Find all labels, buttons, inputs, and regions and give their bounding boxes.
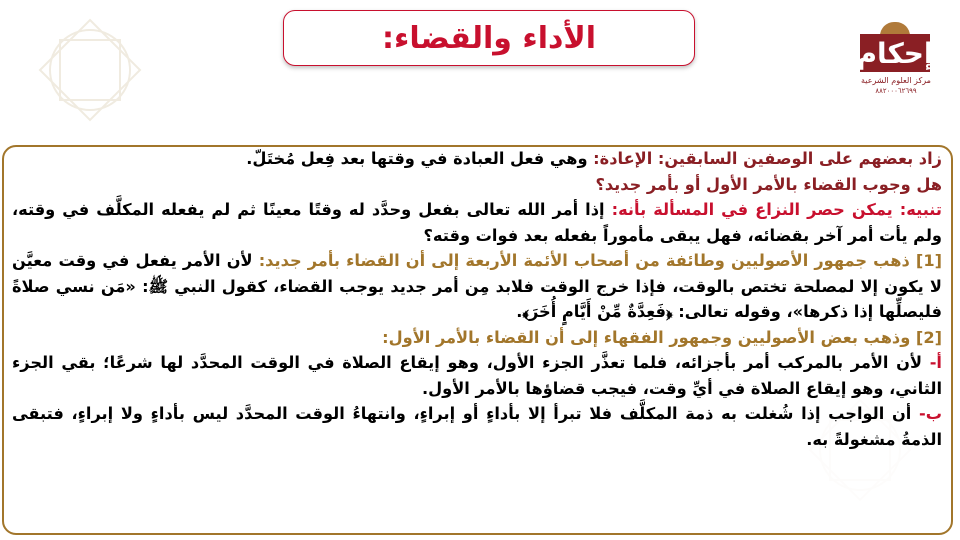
paragraph-label: ب- xyxy=(919,404,942,423)
paragraph-text: وهي فعل العبادة في وقتها بعد فِعل مُختَلّ. xyxy=(246,149,594,168)
paragraph-label: [1] ذهب جمهور الأصوليين وطائفة من أصحاب الأئمة الأربعة إلى أن القضاء بأمر جديد: xyxy=(258,251,942,270)
slide-title: الأداء والقضاء: xyxy=(381,20,597,56)
paragraph-point-a xyxy=(12,350,942,401)
paragraph-view-1 xyxy=(12,248,942,325)
content-text xyxy=(12,146,942,452)
paragraph-text: لأن الأمر بالمركب أمر بأجزائه، فلما تعذَّر الجزء الأول، وهو إيقاع الصلاة في الوقت المحدَّد لها شرعًا؛ بقي الجزء الثاني، وهو إيقاع الصلاة في أيِّ وقت، فيجب قضاؤها بالأمر الأول. xyxy=(12,353,942,398)
paragraph-text: أن الواجب إذا شُغلت به ذمة المكلَّف فلا تبرأ إلا بأداءٍ أو إبراءٍ، وانتهاءُ الوقت المحدَّد ليس بأداءٍ ولا إبراءٍ، فتبقى الذمةُ مشغولةً به. xyxy=(12,404,942,449)
logo-brand: إحكام xyxy=(860,34,930,72)
paragraph-question xyxy=(12,172,942,198)
paragraph-label: هل وجوب القضاء بالأمر الأول أو بأمر جديد؟ xyxy=(595,174,942,194)
paragraph-point-b xyxy=(12,401,942,452)
logo-subtitle: مركز العلوم الشرعية xyxy=(861,76,931,85)
paragraph-text: إذا أمر الله تعالى بفعل وحدَّد له وقتًا معينًا ثم لم يفعله المكلَّف في وقته، ولم يأت أمر آخر بقضائه، فهل يبقى مأموراً بفعله بعد فوات وقته؟ xyxy=(12,200,942,245)
paragraph-note xyxy=(12,197,942,248)
paragraph-label: زاد بعضهم على الوصفين السابقين: الإعادة: xyxy=(593,149,942,168)
paragraph-label: أ- xyxy=(929,353,942,372)
slide-title-box xyxy=(283,10,695,66)
paragraph-label: تنبيه: يمكن حصر النزاع في المسألة بأنه: xyxy=(611,200,942,219)
paragraph-view-2 xyxy=(12,325,942,351)
paragraph-label: [2] وذهب بعض الأصوليين وجمهور الفقهاء إلى أن القضاء بالأمر الأول: xyxy=(382,327,942,347)
brand-logo xyxy=(842,22,954,102)
paragraph-reiteration xyxy=(12,146,942,172)
paragraph-text: لأن الأمر يفعل في وقت معيَّن لا يكون إلا لمصلحة تختص بالوقت، فإذا خرج الوقت فلابد مِن أمر جديد يوجب القضاء، كقول النبي ﷺ: «مَن نسي صلاةً فليصلِّها إذا ذكرها»، وقوله تعالى: ﴿فَعِدَّةٌ مِّنْ أَيَّامٍ أُخَرَ﴾. xyxy=(12,251,942,321)
logo-tagline: ٨٨٢٠٠٠٦٢٦٩٩ xyxy=(875,87,917,95)
